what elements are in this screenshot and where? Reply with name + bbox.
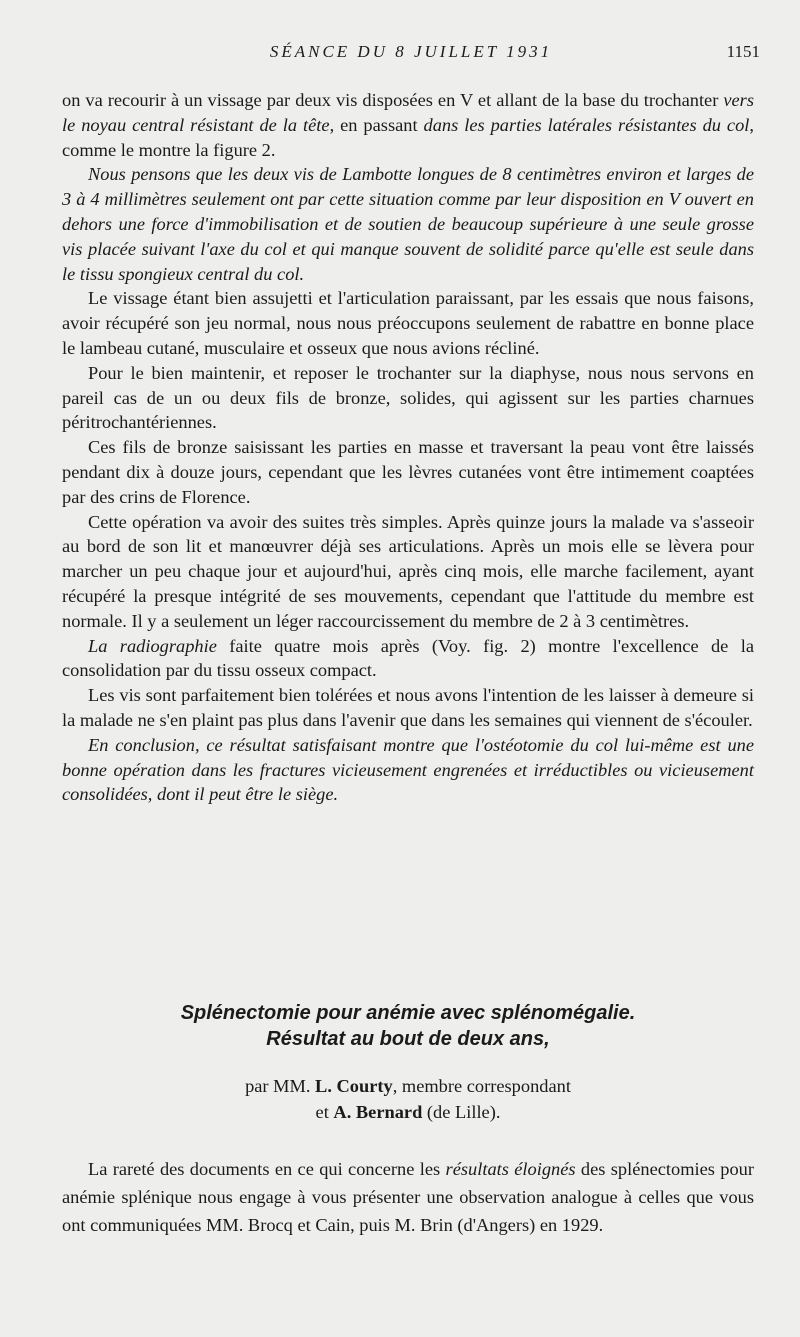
text-run: par MM. [245, 1076, 316, 1096]
author-name: L. Courty [315, 1076, 393, 1096]
section-title [62, 1000, 754, 1052]
paragraph-2 [62, 162, 754, 286]
text-run: , en passant [329, 114, 424, 135]
running-title: SÉANCE DU 8 JUILLET 1931 [269, 42, 553, 61]
author-affiliation: (de Lille). [422, 1102, 501, 1122]
paragraph-7 [62, 634, 754, 684]
italic-run: résultats éloignés [445, 1159, 576, 1179]
text-run: La rareté des documents en ce qui concerne les [88, 1159, 446, 1179]
text-run: on va recourir à un vissage par deux vis disposées en V et allant de la base du trochanter [62, 90, 724, 110]
paragraph-1 [62, 88, 754, 162]
italic-run: En conclusion, ce résultat satisfaisant montre que l'ostéotomie du col lui-même est une bonne opération dans les fractures vicieusement engrenées et irréductibles ou vicieusement consolidées, dont il peut être le siège. [62, 734, 754, 805]
italic-run: dans les parties latérales résistantes du col [423, 114, 750, 135]
text-run: et [315, 1102, 334, 1122]
author-name: A. Bernard [333, 1102, 423, 1122]
paragraph-5: Ces fils de bronze saisissant les parties en masse et traversant la peau vont être laissés pendant dix à douze jours, cependant que les lèvres cutanées vont être intimement coaptées par des crins de Florence. [62, 437, 754, 507]
page-number: 1151 [726, 42, 760, 61]
paragraph-8: Les vis sont parfaitement bien tolérées et nous avons l'intention de les laisser à demeure si la malade ne s'en plaint pas plus dans l'avenir que dans les semaines qui viennent de s'écouler. [62, 685, 754, 730]
paragraph-9 [62, 733, 754, 807]
page-header [62, 42, 760, 68]
text-run: des splénectomies pour anémie splénique nous engage à vous présenter une observation analogue à celles que vous ont communiquées MM. Brocq et Cain, puis M. Brin (d'Angers) en 1929. [62, 1159, 754, 1235]
italic-run: La radiographie [88, 635, 217, 656]
paragraph-6: Cette opération va avoir des suites très simples. Après quinze jours la malade va s'asseoir au bord de son lit et manœuvrer déjà ses articulations. Après un mois elle se lèvera pour marcher un peu chaque jour et aujourd'hui, après cinq mois, elle marche facilement, ayant récupéré la presque intégrité de ses mouvements, cependant que l'attitude du membre est normale. Il y a seulement un léger raccourcissement du membre de 2 à 3 centimètres. [62, 511, 754, 631]
italic-run: Nous pensons que les deux vis de Lambotte longues de 8 centimètres environ et larges de 3 à 4 millimètres seulement ont par cette situation comme par leur disposition en V ouvert en dehors une force d'immobilisation et de soutien de beaucoup supérieure à une seule grosse vis placée suivant l'axe du col et qui manque souvent de solidité parce qu'elle est seule dans le tissu spongieux central du col. [62, 164, 754, 284]
intro-text [62, 1155, 754, 1239]
text-run: faite quatre mois après (Voy. fig. 2) montre l'excellence de la consolidation par du tissu osseux compact. [62, 635, 754, 681]
author-line-2 [62, 1099, 754, 1125]
author-line [62, 1073, 754, 1125]
text-run: , comme le montre la figure 2. [62, 114, 754, 160]
body-text [62, 88, 754, 807]
paragraph-3: Le vissage étant bien assujetti et l'articulation paraissant, par les essais que nous faisons, avoir récupéré son jeu normal, nous nous préoccupons seulement de rabattre en bonne place le lambeau cutané, musculaire et osseux que nous avions récliné. [62, 288, 754, 358]
italic-run: vers le noyau central résistant de la tête [62, 90, 754, 135]
author-line-1 [62, 1073, 754, 1099]
paragraph-4: Pour le bien maintenir, et reposer le trochanter sur la diaphyse, nous nous servons en pareil cas de un ou deux fils de bronze, solides, qui agissent sur les parties charnues péritrochantériennes. [62, 362, 754, 433]
author-role: , membre correspondant [392, 1076, 571, 1096]
intro-paragraph [62, 1155, 754, 1239]
section-title-line-2: Résultat au bout de deux ans, [266, 1028, 550, 1050]
section-title-line-1: Splénectomie pour anémie avec splénomégalie. [180, 1002, 636, 1024]
